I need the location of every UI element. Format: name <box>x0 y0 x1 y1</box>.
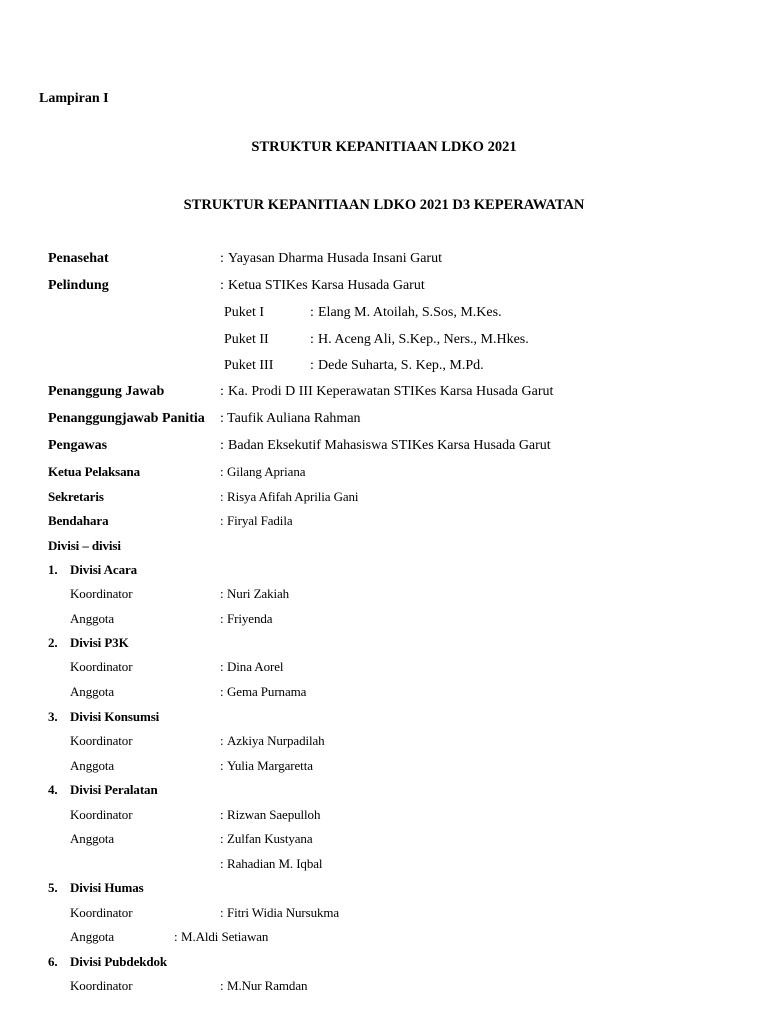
pj-panitia-colon: : <box>220 411 224 426</box>
puket-1-value: Elang M. Atoilah, S.Sos, M.Kes. <box>318 305 502 320</box>
divisi-6-number: 6. <box>48 954 58 969</box>
ketua-label: Ketua Pelaksana <box>48 464 141 479</box>
divisi-6-name: Divisi Pubdekdok <box>70 954 168 969</box>
puket-2-value: H. Aceng Ali, S.Kep., Ners., M.Hkes. <box>318 332 529 347</box>
bendahara-label: Bendahara <box>48 513 109 528</box>
puket-3-colon: : <box>310 358 314 373</box>
divisi-1-anggota: Friyenda <box>227 611 273 626</box>
divisi-3-number: 3. <box>48 709 58 724</box>
divisi-2-number: 2. <box>48 635 58 650</box>
divisi-1-name: Divisi Acara <box>70 562 138 577</box>
sub-title: STRUKTUR KEPANITIAAN LDKO 2021 D3 KEPERAWATAN <box>183 197 585 213</box>
divisi-2-koordinator: Dina Aorel <box>227 659 284 674</box>
sekretaris-value: Risya Afifah Aprilia Gani <box>227 489 359 504</box>
penasehat-colon: : <box>220 251 224 266</box>
penasehat-value: Yayasan Dharma Husada Insani Garut <box>228 251 442 266</box>
divisi-5-anggota-colon: : <box>174 929 178 944</box>
divisi-6-koordinator-colon: : <box>220 978 224 993</box>
divisi-3-koordinator: Azkiya Nurpadilah <box>227 733 325 748</box>
divisi-3-anggota-colon: : <box>220 758 224 773</box>
divisi-2-anggota-colon: : <box>220 684 224 699</box>
pengawas-value: Badan Eksekutif Mahasiswa STIKes Karsa Husada Garut <box>228 438 551 453</box>
divisi-3-name: Divisi Konsumsi <box>70 709 160 724</box>
divisi-2-koordinator-colon: : <box>220 659 224 674</box>
penanggung-jawab-colon: : <box>220 384 224 399</box>
pengawas-label: Pengawas <box>48 438 108 453</box>
divisi-6-koordinator-label: Koordinator <box>70 978 133 993</box>
pengawas-colon: : <box>220 438 224 453</box>
divisi-4-anggota-1: Zulfan Kustyana <box>227 831 313 846</box>
divisi-2-anggota-label: Anggota <box>70 684 115 699</box>
divisi-5-koordinator-colon: : <box>220 905 224 920</box>
divisi-1-koordinator-label: Koordinator <box>70 586 133 601</box>
divisi-3-koordinator-colon: : <box>220 733 224 748</box>
puket-1-colon: : <box>310 305 314 320</box>
divisi-4-anggota-label: Anggota <box>70 831 115 846</box>
divisi-4-koordinator-label: Koordinator <box>70 807 133 822</box>
divisi-1-koordinator-colon: : <box>220 586 224 601</box>
pelindung-label: Pelindung <box>48 278 109 293</box>
divisi-4-anggota-2-colon: : <box>220 856 224 871</box>
divisi-5-anggota: M.Aldi Setiawan <box>181 929 269 944</box>
penanggung-jawab-label: Penanggung Jawab <box>48 384 165 399</box>
divisi-2-name: Divisi P3K <box>70 635 129 650</box>
divisi-5-koordinator-label: Koordinator <box>70 905 133 920</box>
sekretaris-label: Sekretaris <box>48 489 104 504</box>
divisi-5-anggota-label: Anggota <box>70 929 115 944</box>
ketua-value: Gilang Apriana <box>227 464 306 479</box>
bendahara-value: Firyal Fadila <box>227 513 293 528</box>
divisi-5-number: 5. <box>48 880 58 895</box>
divisi-4-koordinator: Rizwan Saepulloh <box>227 807 321 822</box>
divisi-3-anggota: Yulia Margaretta <box>227 758 313 773</box>
puket-2-label: Puket II <box>224 332 269 347</box>
pelindung-colon: : <box>220 278 224 293</box>
divisi-4-koordinator-colon: : <box>220 807 224 822</box>
divisi-5-koordinator: Fitri Widia Nursukma <box>227 905 340 920</box>
divisi-heading: Divisi – divisi <box>48 538 121 553</box>
divisi-4-number: 4. <box>48 782 58 797</box>
puket-2-colon: : <box>310 332 314 347</box>
puket-1-label: Puket I <box>224 305 265 320</box>
main-title: STRUKTUR KEPANITIAAN LDKO 2021 <box>251 139 517 155</box>
divisi-6-koordinator: M.Nur Ramdan <box>227 978 308 993</box>
pelindung-value: Ketua STIKes Karsa Husada Garut <box>228 278 425 293</box>
divisi-2-koordinator-label: Koordinator <box>70 659 133 674</box>
pj-panitia-value: Taufik Auliana Rahman <box>227 411 361 426</box>
ketua-colon: : <box>220 464 224 479</box>
divisi-4-anggota-2: Rahadian M. Iqbal <box>227 856 323 871</box>
lampiran-label: Lampiran I <box>39 91 109 106</box>
puket-3-value: Dede Suharta, S. Kep., M.Pd. <box>318 358 484 373</box>
divisi-1-number: 1. <box>48 562 58 577</box>
divisi-3-anggota-label: Anggota <box>70 758 115 773</box>
divisi-4-anggota-colon: : <box>220 831 224 846</box>
divisi-1-koordinator: Nuri Zakiah <box>227 586 290 601</box>
divisi-4-name: Divisi Peralatan <box>70 782 158 797</box>
sekretaris-colon: : <box>220 489 224 504</box>
divisi-2-anggota: Gema Purnama <box>227 684 307 699</box>
divisi-5-name: Divisi Humas <box>70 880 144 895</box>
divisi-3-koordinator-label: Koordinator <box>70 733 133 748</box>
penasehat-label: Penasehat <box>48 251 109 266</box>
divisi-1-anggota-label: Anggota <box>70 611 115 626</box>
bendahara-colon: : <box>220 513 224 528</box>
puket-3-label: Puket III <box>224 358 274 373</box>
pj-panitia-label: Penanggungjawab Panitia <box>48 411 205 426</box>
divisi-1-anggota-colon: : <box>220 611 224 626</box>
penanggung-jawab-value: Ka. Prodi D III Keperawatan STIKes Karsa Husada Garut <box>228 384 554 399</box>
